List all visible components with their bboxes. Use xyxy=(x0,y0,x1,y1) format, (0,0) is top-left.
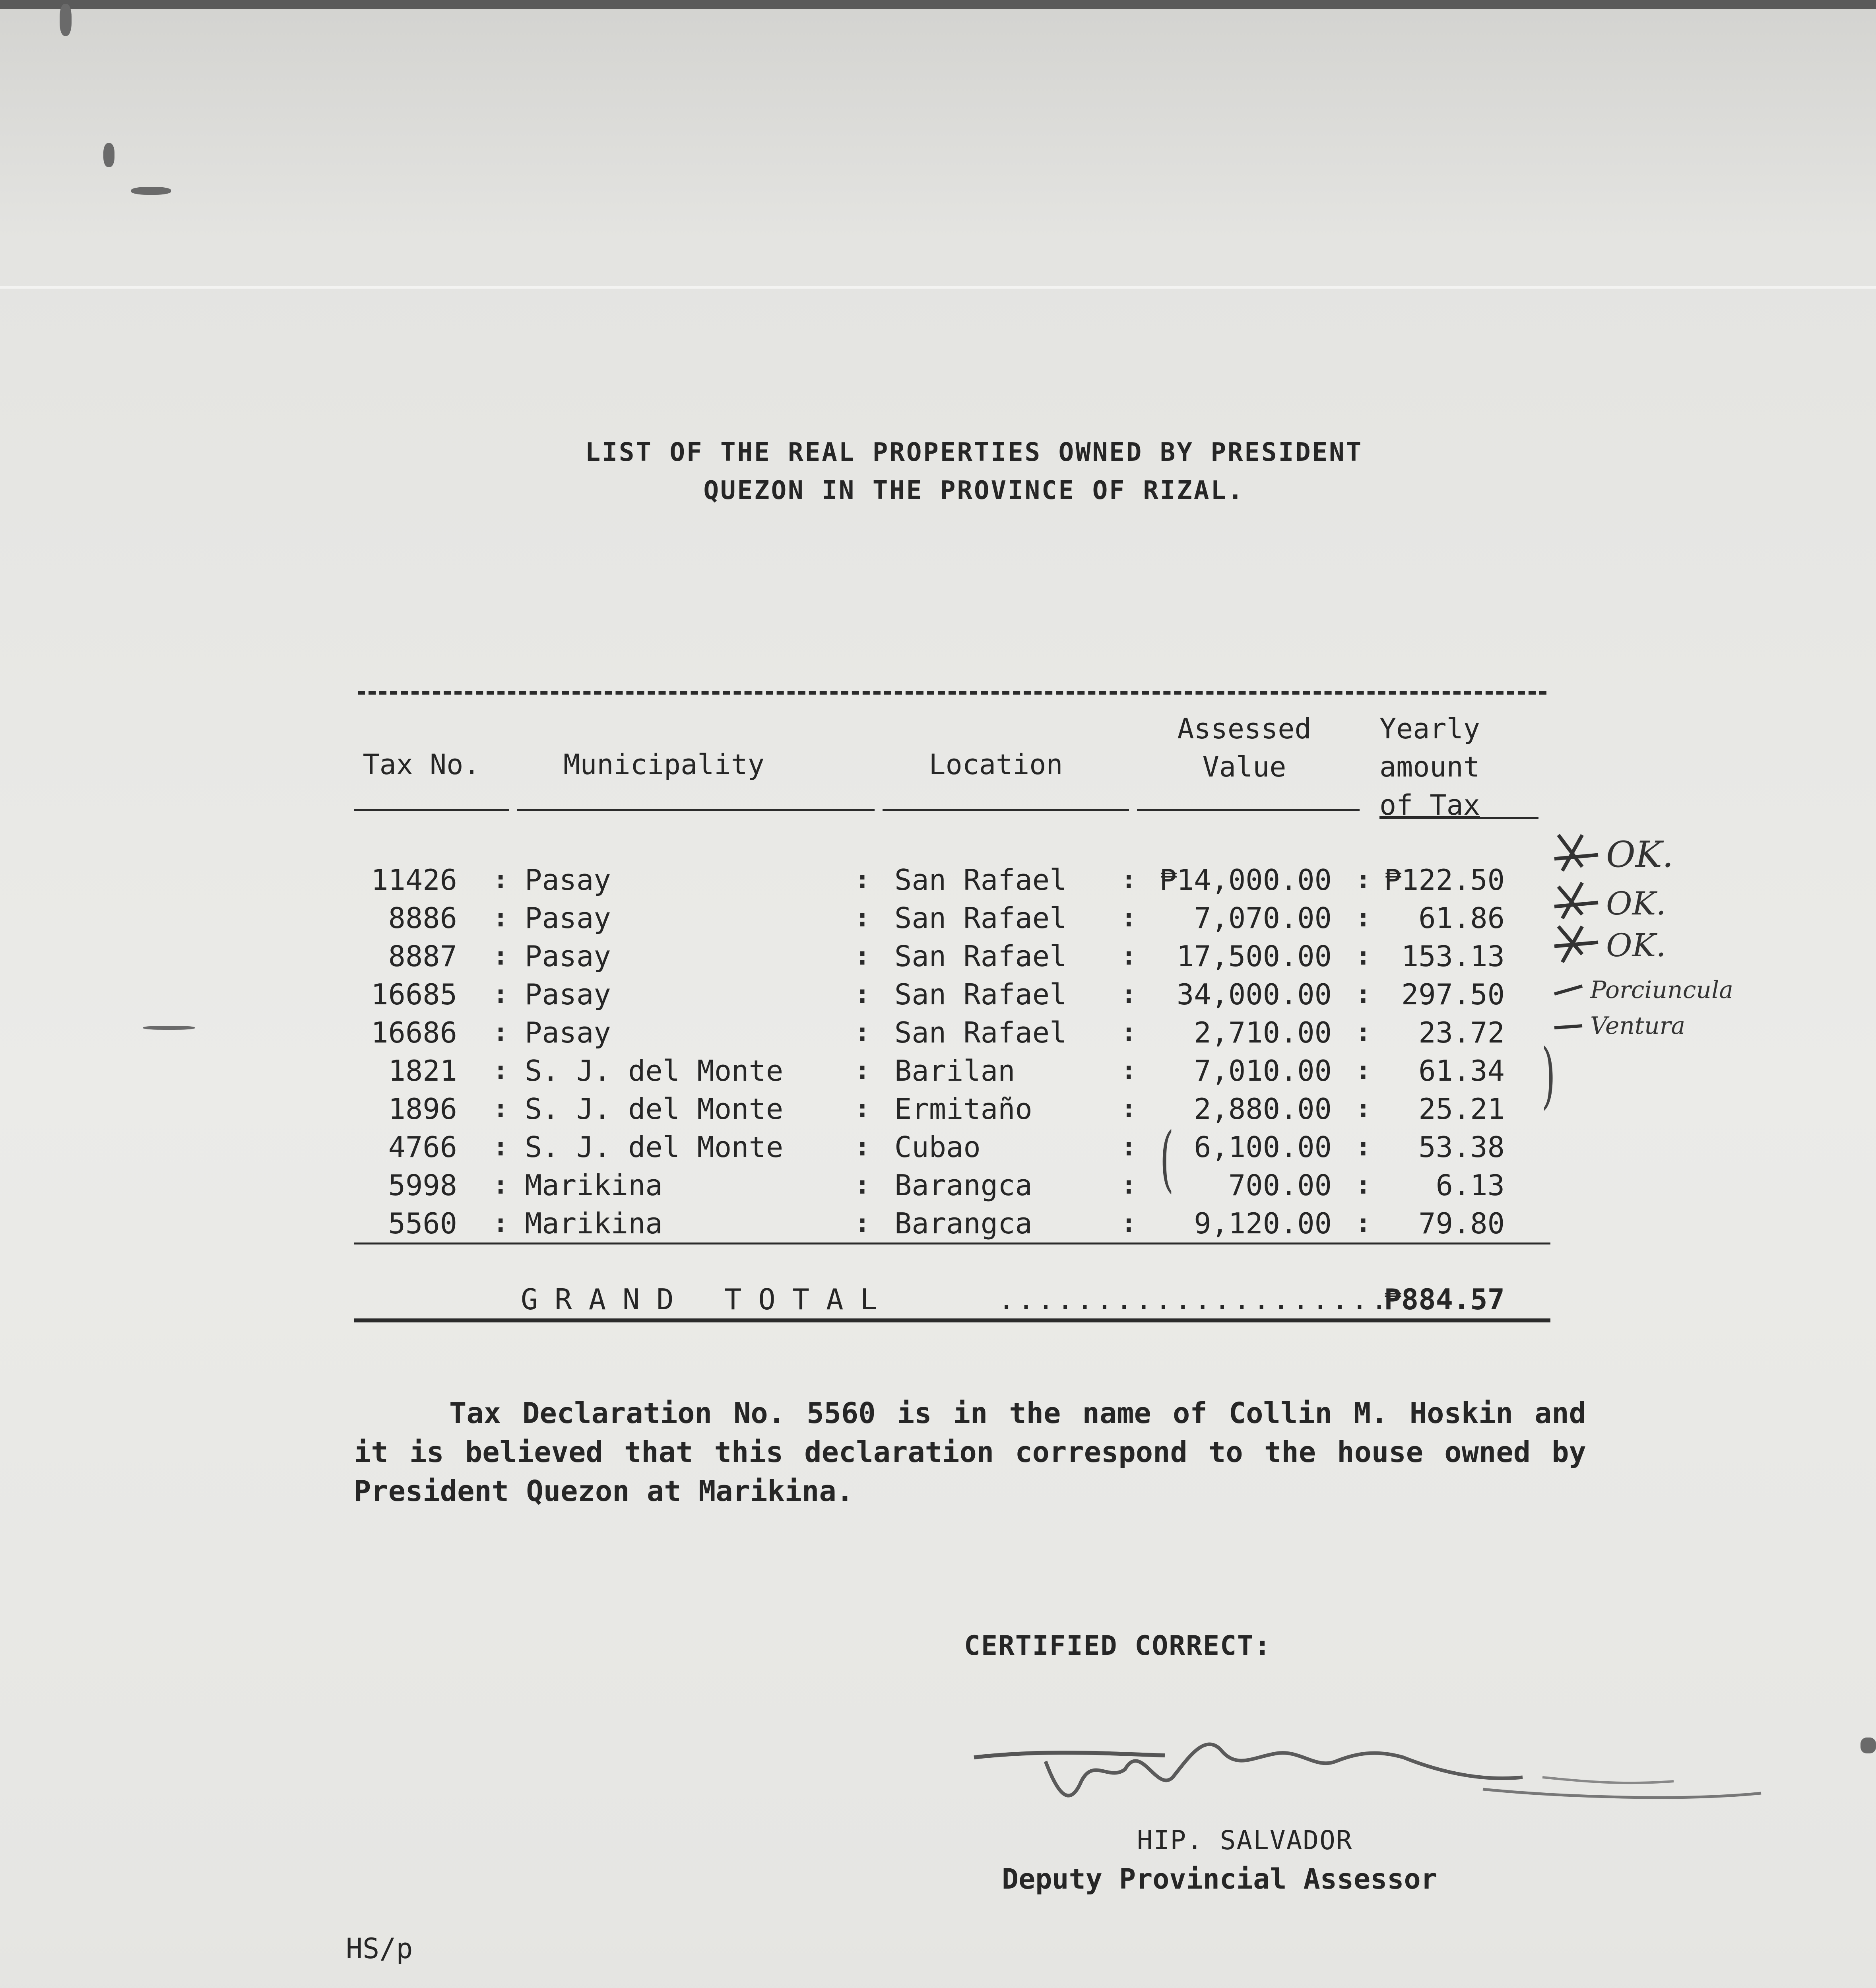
header-yearly-tax xyxy=(1372,710,1550,824)
handwritten-annotations xyxy=(1546,811,1797,1089)
column-separator: : xyxy=(855,1018,870,1047)
column-separator: : xyxy=(855,1056,870,1085)
ink-smudge xyxy=(60,4,72,36)
table-row xyxy=(354,1013,1550,1052)
cell-yearly-tax: 61.34 xyxy=(1418,1054,1505,1087)
header-yearly-line2: amount xyxy=(1379,751,1480,783)
column-separator: : xyxy=(1121,942,1137,971)
cell-yearly-tax: 79.80 xyxy=(1418,1207,1505,1240)
cell-yearly-tax: 25.21 xyxy=(1418,1092,1505,1126)
cell-tax-no: 5560 xyxy=(388,1207,457,1240)
table-row xyxy=(354,899,1550,937)
cell-assessed-value: 700.00 xyxy=(1228,1169,1332,1202)
column-separator: : xyxy=(493,980,508,1009)
cell-yearly-tax: 61.86 xyxy=(1418,901,1505,935)
grand-total-row xyxy=(354,1280,1550,1322)
column-separator: : xyxy=(493,1018,508,1047)
cell-municipality: S. J. del Monte xyxy=(525,1130,784,1164)
cell-assessed-value: 6,100.00 xyxy=(1194,1130,1332,1164)
table-header xyxy=(354,706,1546,825)
column-separator: : xyxy=(493,1094,508,1124)
column-separator: : xyxy=(1121,1018,1137,1047)
cell-tax-no: 4766 xyxy=(388,1130,457,1164)
cell-tax-no: 5998 xyxy=(388,1169,457,1202)
column-separator: : xyxy=(493,865,508,895)
column-separator: : xyxy=(1121,1056,1137,1085)
header-underline xyxy=(1387,817,1538,819)
column-separator: : xyxy=(493,903,508,933)
column-separator: : xyxy=(1121,1171,1137,1200)
grand-total-value: ₱884.57 xyxy=(1384,1283,1505,1316)
column-separator: : xyxy=(1121,1094,1137,1124)
cell-location: Ermitaño xyxy=(894,1092,1032,1126)
cell-tax-no: 16685 xyxy=(371,978,457,1011)
cell-location: San Rafael xyxy=(894,863,1067,897)
column-separator: : xyxy=(1121,1209,1137,1238)
cell-municipality: Marikina xyxy=(525,1207,663,1240)
header-underline xyxy=(883,809,1129,811)
signer-title: Deputy Provincial Assessor xyxy=(1002,1863,1438,1895)
cell-yearly-tax: 6.13 xyxy=(1436,1169,1505,1202)
header-location: Location xyxy=(929,748,1063,781)
cell-assessed-value: 7,010.00 xyxy=(1194,1054,1332,1087)
cell-assessed-value: 17,500.00 xyxy=(1176,940,1332,973)
header-tax-no: Tax No. xyxy=(363,748,480,781)
scan-top-edge xyxy=(0,0,1876,9)
table-body xyxy=(354,861,1550,1244)
ink-smudge xyxy=(103,143,114,167)
cell-assessed-value: 2,880.00 xyxy=(1194,1092,1332,1126)
annotation-name-2: Ventura xyxy=(1590,1012,1686,1040)
cell-municipality: Pasay xyxy=(525,863,611,897)
header-municipality: Municipality xyxy=(563,748,764,781)
column-separator: : xyxy=(855,1132,870,1162)
column-separator: : xyxy=(493,1056,508,1085)
paper-fold-line xyxy=(0,286,1876,289)
column-separator: : xyxy=(1356,1209,1371,1238)
column-separator: : xyxy=(1356,1018,1371,1047)
column-separator: : xyxy=(855,903,870,933)
column-separator: : xyxy=(493,1132,508,1162)
cell-municipality: S. J. del Monte xyxy=(525,1054,784,1087)
cell-yearly-tax: 153.13 xyxy=(1401,940,1505,973)
annotation-ok-3: OK. xyxy=(1606,927,1666,964)
cell-location: San Rafael xyxy=(894,1016,1067,1049)
header-yearly-line1: Yearly xyxy=(1379,712,1480,745)
column-separator: : xyxy=(855,1209,870,1238)
column-separator: : xyxy=(855,942,870,971)
column-separator: : xyxy=(1121,903,1137,933)
cell-yearly-tax: 53.38 xyxy=(1418,1130,1505,1164)
header-assessed-line1: Assessed xyxy=(1177,712,1311,745)
handwritten-bracket: ( xyxy=(1160,1117,1174,1200)
column-separator: : xyxy=(1356,865,1371,895)
column-separator: : xyxy=(1121,865,1137,895)
column-separator: : xyxy=(855,1171,870,1200)
cell-tax-no: 16686 xyxy=(371,1016,457,1049)
cell-tax-no: 11426 xyxy=(371,863,457,897)
column-separator: : xyxy=(1121,980,1137,1009)
table-row xyxy=(354,975,1550,1013)
document-title xyxy=(398,433,1550,510)
cell-yearly-tax: 297.50 xyxy=(1401,978,1505,1011)
table-row xyxy=(354,1090,1550,1128)
cell-assessed-value: 7,070.00 xyxy=(1194,901,1332,935)
header-assessed-line2: Value xyxy=(1202,751,1286,783)
cell-assessed-value: 34,000.00 xyxy=(1176,978,1332,1011)
column-separator: : xyxy=(1356,903,1371,933)
cell-tax-no: 8887 xyxy=(388,940,457,973)
column-separator: : xyxy=(493,1209,508,1238)
cell-location: Barilan xyxy=(894,1054,1015,1087)
annotation-ok-2: OK. xyxy=(1606,885,1666,922)
typist-initials: HS/p xyxy=(346,1932,413,1965)
table-row xyxy=(354,1128,1550,1166)
grand-total-label: GRAND TOTAL xyxy=(521,1283,894,1316)
cell-location: Cubao xyxy=(894,1130,981,1164)
certified-correct-label: CERTIFIED CORRECT: xyxy=(964,1630,1271,1662)
ink-smudge xyxy=(131,187,171,195)
cell-assessed-value: 9,120.00 xyxy=(1194,1207,1332,1240)
cell-tax-no: 1896 xyxy=(388,1092,457,1126)
column-separator: : xyxy=(493,942,508,971)
header-assessed-value xyxy=(1137,710,1352,786)
header-underline xyxy=(517,809,875,811)
header-underline xyxy=(1137,809,1360,811)
cell-tax-no: 8886 xyxy=(388,901,457,935)
table-row xyxy=(354,861,1550,899)
cell-municipality: Pasay xyxy=(525,940,611,973)
header-underline xyxy=(354,809,509,811)
column-separator: : xyxy=(855,980,870,1009)
ink-smudge xyxy=(143,1026,195,1030)
title-line-1: LIST OF THE REAL PROPERTIES OWNED BY PRESIDENT xyxy=(585,438,1363,467)
cell-location: San Rafael xyxy=(894,940,1067,973)
cell-assessed-value: ₱14,000.00 xyxy=(1159,863,1332,897)
cell-assessed-value: 2,710.00 xyxy=(1194,1016,1332,1049)
cell-municipality: Pasay xyxy=(525,1016,611,1049)
cell-municipality: Marikina xyxy=(525,1169,663,1202)
column-separator: : xyxy=(1356,1132,1371,1162)
column-separator: : xyxy=(1356,1171,1371,1200)
table-row xyxy=(354,937,1550,975)
column-separator: : xyxy=(855,865,870,895)
title-line-2: QUEZON IN THE PROVINCE OF RIZAL. xyxy=(703,476,1245,505)
table-row xyxy=(354,1204,1550,1244)
handwritten-signature xyxy=(966,1734,1769,1829)
column-separator: : xyxy=(1121,1132,1137,1162)
table-row xyxy=(354,1166,1550,1204)
annotation-name-1: Porciuncula xyxy=(1590,976,1734,1004)
grand-total-leader-dots: .................... xyxy=(998,1283,1390,1316)
cell-yearly-tax: 23.72 xyxy=(1418,1016,1505,1049)
cell-location: Barangca xyxy=(894,1207,1032,1240)
header-yearly-line3: of Tax xyxy=(1379,789,1480,821)
column-separator: : xyxy=(1356,1094,1371,1124)
cell-municipality: Pasay xyxy=(525,978,611,1011)
column-separator: : xyxy=(1356,942,1371,971)
table-row xyxy=(354,1052,1550,1090)
handwritten-bracket: ) xyxy=(1541,1034,1556,1117)
annotation-ok-1: OK. xyxy=(1606,834,1674,876)
column-separator: : xyxy=(1356,1056,1371,1085)
cell-location: Barangca xyxy=(894,1169,1032,1202)
column-separator: : xyxy=(493,1171,508,1200)
cell-yearly-tax: ₱122.50 xyxy=(1384,863,1505,897)
column-separator: : xyxy=(1356,980,1371,1009)
table-top-rule xyxy=(358,691,1546,695)
cell-municipality: Pasay xyxy=(525,901,611,935)
cell-tax-no: 1821 xyxy=(388,1054,457,1087)
column-separator: : xyxy=(855,1094,870,1124)
ink-smudge xyxy=(1860,1738,1876,1753)
tax-declaration-note: Tax Declaration No. 5560 is in the name of Collin M. Hoskin and it is believed that this declaration correspond to the house owned by President Quezon at Marikina. xyxy=(354,1396,1586,1508)
cell-municipality: S. J. del Monte xyxy=(525,1092,784,1126)
cell-location: San Rafael xyxy=(894,978,1067,1011)
signer-name: HIP. SALVADOR xyxy=(1137,1825,1353,1856)
cell-location: San Rafael xyxy=(894,901,1067,935)
